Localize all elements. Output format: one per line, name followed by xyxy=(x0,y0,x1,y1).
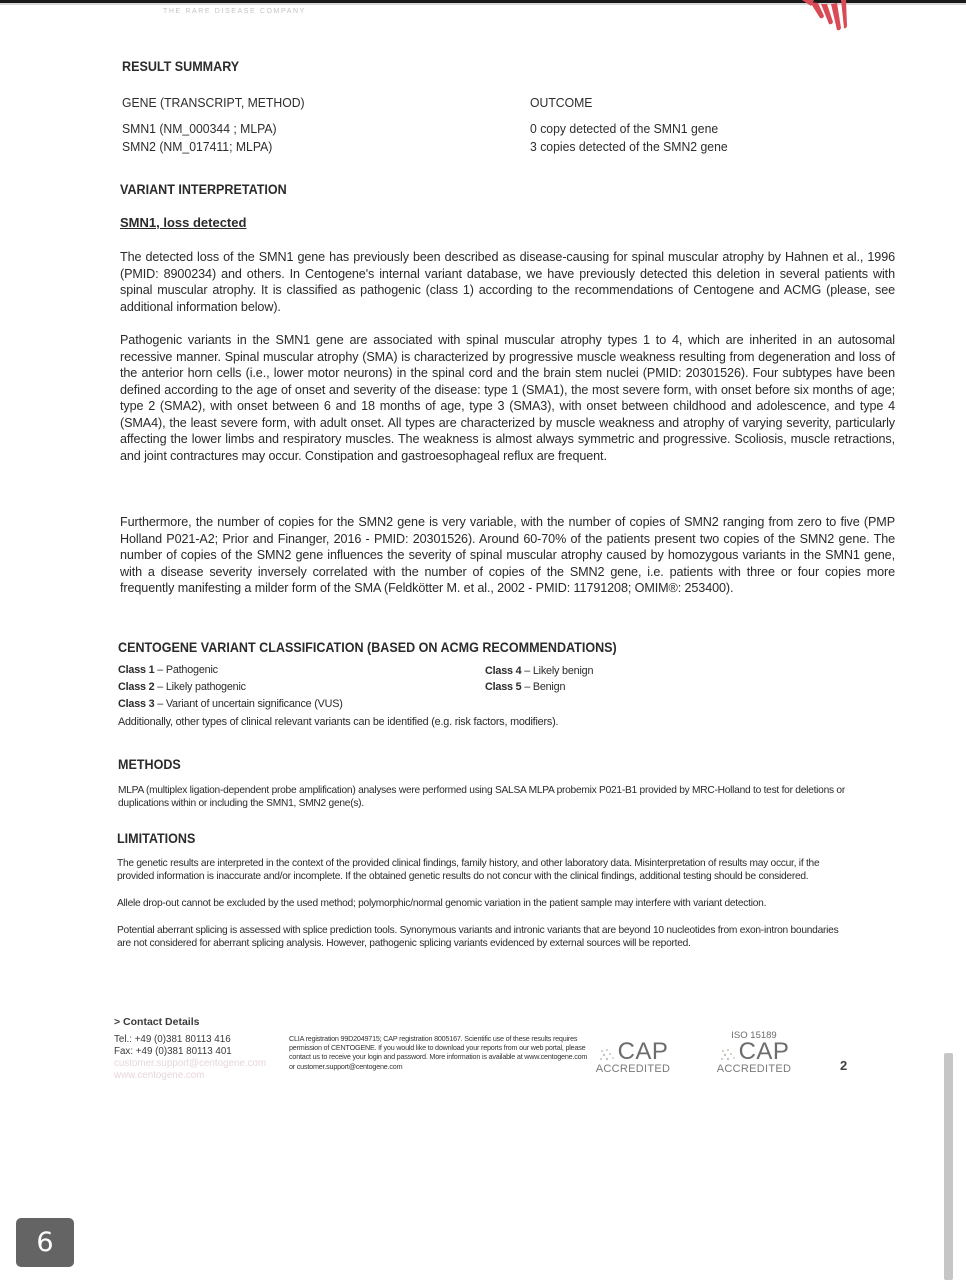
class-3-item: Class 3 – Variant of uncertain significance (VUS) xyxy=(118,698,343,710)
methods-text: MLPA (multiplex ligation-dependent probe amplification) analyses were performed using SALSA MLPA probemix P021-B1 provided by MRC-Holland to test for deletions or duplications within or including the SMN1, SMN2 gene(s). xyxy=(118,785,845,810)
centogene-logo-icon xyxy=(800,0,850,36)
report-page-number: 2 xyxy=(840,1058,848,1073)
contact-website-link[interactable]: www.centogene.com xyxy=(114,1070,205,1081)
classification-heading: CENTOGENE VARIANT CLASSIFICATION (BASED ON ACMG RECOMMENDATIONS) xyxy=(118,640,617,655)
vertical-scrollbar[interactable] xyxy=(944,1053,953,1280)
outcome-row-smn1: 0 copy detected of the SMN1 gene xyxy=(530,121,719,136)
company-tagline: THE RARE DISEASE COMPANY xyxy=(163,8,306,15)
gene-row-smn1: SMN1 (NM_000344 ; MLPA) xyxy=(122,121,277,136)
outcome-row-smn2: 3 copies detected of the SMN2 gene xyxy=(530,139,728,154)
result-summary-heading: RESULT SUMMARY xyxy=(122,59,240,74)
cap-label: CAP xyxy=(617,1038,669,1065)
iso-label: ISO 15189 xyxy=(731,1030,777,1041)
contact-fax: Fax: +49 (0)381 80113 401 xyxy=(114,1046,232,1057)
contact-details-heading: > Contact Details xyxy=(114,1016,200,1028)
variant-interpretation-heading: VARIANT INTERPRETATION xyxy=(120,182,287,197)
interpretation-paragraph-1: The detected loss of the SMN1 gene has previously been described as disease-causing for spinal muscular atrophy by Hahnen et al., 1996 (PMID: 8900234) and others. In Centogene's internal variant database, we have previously detected this deletion in several patients with spinal muscular atrophy. It is classified as pathogenic (class 1) according to the recommendations of Centogene and ACMG (please, see additional information below). xyxy=(120,250,895,314)
gene-column-header: GENE (TRANSCRIPT, METHOD) xyxy=(122,95,305,110)
outcome-column-header: OUTCOME xyxy=(530,95,593,110)
limitations-paragraph-3: Potential aberrant splicing is assessed with splice prediction tools. Synonymous variants and intronic variants that are beyond 10 nucleotides from exon-intron boundaries are not considered for aberrant splicing analysis. However, pathogenic splicing variants evidenced by external sources will be reported. xyxy=(117,925,839,950)
cap-dots-icon xyxy=(719,1047,739,1063)
methods-heading: METHODS xyxy=(118,757,181,772)
cap-accredited-badge xyxy=(593,1031,673,1081)
interpretation-paragraph-3: Furthermore, the number of copies for the SMN2 gene is very variable, with the number of copies of SMN2 ranging from zero to five (PMP Holland P021-A2; Prior and Finanger, 2016 - PMID: 20301526). Around 60-70% of the patients present two copies of the SMN2 gene. The number of copies of the SMN2 gene influences the severity of spinal muscular atrophy caused by homozygous variants in the SMN1 gene, with a disease severity inversely correlated with the number of copies of the SMN2 gene, i.e. patients with three or four copies more frequently manifesting a milder form of the SMA (Feldkötter M. et al., 2002 - PMID: 11791208; OMIM®: 253400). xyxy=(120,515,895,595)
class-2-item: Class 2 – Likely pathogenic xyxy=(118,681,246,693)
limitations-paragraph-2: Allele drop-out cannot be excluded by the used method; polymorphic/normal genomic variation in the patient sample may interfere with variant detection. xyxy=(117,898,767,909)
accredited-label: ACCREDITED xyxy=(716,1063,792,1075)
contact-tel: Tel.: +49 (0)381 80113 416 xyxy=(114,1034,231,1045)
limitations-paragraph-1: The genetic results are interpreted in the context of the provided clinical findings, family history, and other laboratory data. Misinterpretation of results may occur, if the provided information is inaccurate and/or incomplete. If the obtained genetic results do not concur with the clinical findings, additional testing should be considered. xyxy=(117,858,820,883)
limitations-heading: LIMITATIONS xyxy=(117,831,196,846)
interpretation-paragraph-2: Pathogenic variants in the SMN1 gene are associated with spinal muscular atrophy types 1 to 4, which are inherited in an autosomal recessive manner. Spinal muscular atrophy (SMA) is characterized by progressive muscle weakness resulting from degeneration and loss of the anterior horn cells (i.e., lower motor neurons) in the spinal cord and the brain stem nuclei (PMID: 20301526). Four subtypes have been defined according to the age of onset and severity of the disease: type 1 (SMA1), the most severe form, with onset before six months of age; type 2 (SMA2), with onset between 6 and 18 months of age, type 3 (SMA3), with onset between childhood and adolescence, and type 4 (SMA4), the least severe form, with adult onset. All types are characterized by muscle weakness and atrophy of varying severity, particularly affecting the lower limbs and respiratory muscles. The weakness is almost always symmetric and progressive. Scoliosis, muscle retractions, and joint contractures may occur. Constipation and gastroesophageal reflux are frequent. xyxy=(120,333,895,463)
contact-email-link[interactable]: customer.support@centogene.com xyxy=(114,1058,267,1069)
legal-notice: CLIA registration 99D2049715; CAP registration 8005167. Scientific use of these results requires permission of CENTOGENE. If you would like to download your reports from our web portal, please contact us to receive your login and password. More information is available at www.centogene.com or customer.support@centogene.com xyxy=(289,1034,588,1071)
page-indicator-badge[interactable]: 6 xyxy=(16,1218,74,1267)
accredited-label: ACCREDITED xyxy=(595,1063,671,1075)
gene-row-smn2: SMN2 (NM_017411; MLPA) xyxy=(122,139,273,154)
class-1-item: Class 1 – Pathogenic xyxy=(118,664,218,676)
cap-label: CAP xyxy=(738,1038,790,1065)
smn1-loss-subheading: SMN1, loss detected xyxy=(120,215,247,230)
classification-note: Additionally, other types of clinical relevant variants can be identified (e.g. risk factors, modifiers). xyxy=(118,716,559,728)
class-4-item: Class 4 – Likely benign xyxy=(485,665,594,677)
cap-dots-icon xyxy=(598,1047,618,1063)
iso-cap-accredited-badge xyxy=(714,1031,794,1081)
class-5-item: Class 5 – Benign xyxy=(485,681,566,693)
